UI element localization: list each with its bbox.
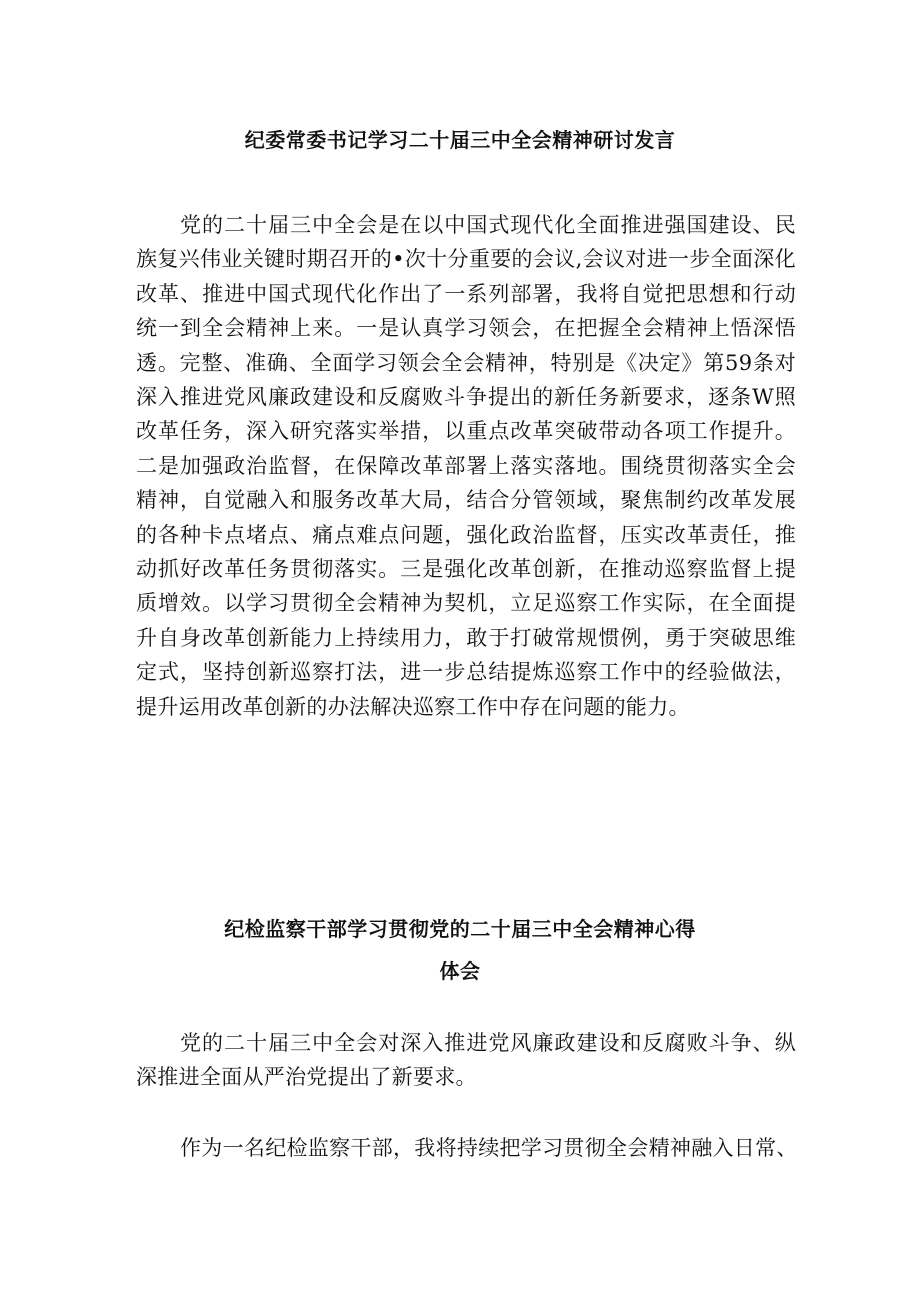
section2-title-line2: 体会	[439, 959, 481, 983]
section2-title	[0, 908, 920, 992]
section1-paragraph: 党的二十届三中全会是在以中国式现代化全面推进强国建设、民族复兴伟业关键时期召开的•次十分重要的会议,会议对进一步全面深化改革、推进中国式现代化作出了一系列部署，我将自觉把思想和行动统一到全会精神上来。一是认真学习领会，在把握全会精神上悟深悟透。完整、准确、全面学习领会全会精神，特别是《决定》第59条对深入推进党风廉政建设和反腐败斗争提出的新任务新要求，逐条W照改革任务，深入研究落实举措，以重点改革突破带动各项工作提升。二是加强政治监督，在保障改革部署上落实落地。围绕贯彻落实全会精神，自觉融入和服务改革大局，结合分管领域，聚焦制约改革发展的各种卡点堵点、痛点难点问题，强化政治监督，压实改革责任，推动抓好改革任务贯彻落实。三是强化改革创新，在推动巡察监督上提质增效。以学习贯彻全会精神为契机，立足巡察工作实际，在全面提升自身改革创新能力上持续用力，敢于打破常规惯例，勇于突破思维定式，坚持创新巡察打法，进一步总结提炼巡察工作中的经验做法，提升运用改革创新的办法解决巡察工作中存在问题的能力。	[136, 213, 796, 719]
section2-paragraph-1: 党的二十届三中全会对深入推进党风廉政建设和反腐败斗争、纵深推进全面从严治党提出了新要求。	[136, 1031, 796, 1090]
section1-title: 纪委常委书记学习二十届三中全会精神研讨发言	[244, 128, 676, 152]
section2-paragraph-2: 作为一名纪检监察干部，我将持续把学习贯彻全会精神融入日常、	[180, 1136, 798, 1160]
section2-title-line1: 纪检监察干部学习贯彻党的二十届三中全会精神心得	[224, 917, 696, 941]
